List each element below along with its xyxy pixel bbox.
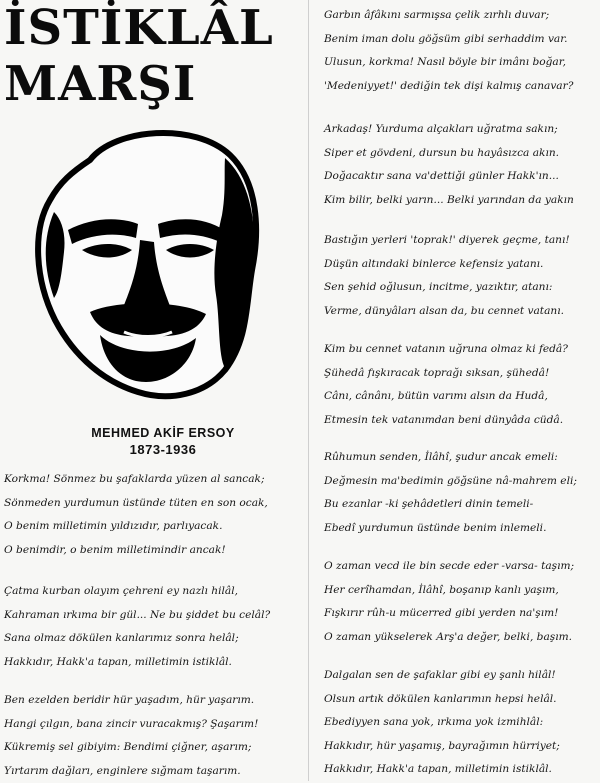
verse-line: Bastığın yerleri 'toprak!' diyerek geçme, tanı! — [324, 229, 570, 253]
verse-line: Sana olmaz dökülen kanlarımız sonra helâl; — [4, 627, 270, 651]
verse-line: Fışkırır rûh-u mücerred gibi yerden na'şım! — [324, 602, 574, 626]
verse-line: Ben ezelden beridir hür yaşadım, hür yaşarım. — [4, 689, 258, 713]
verse-line: Garbın âfâkını sarmışsa çelik zırhlı duvar; — [324, 4, 573, 28]
verse-line: Şühedâ fışkıracak toprağı sıksan, şühedâ! — [324, 362, 568, 386]
verse-line: Korkma! Sönmez bu şafaklarda yüzen al sancak; — [4, 468, 268, 492]
stanza-3 — [4, 689, 258, 783]
verse-line: O benimdir, o benim milletimindir ancak! — [4, 539, 268, 563]
verse-line: Doğacaktır sana va'dettiği günler Hakk'ın... — [324, 165, 574, 189]
stanza-9 — [324, 555, 574, 649]
verse-line: Benim iman dolu göğsüm gibi serhaddim var. — [324, 28, 573, 52]
verse-line: Sen şehid oğlusun, incitme, yazıktır, atanı: — [324, 276, 570, 300]
poem-title-line-1: İSTİKLÂL — [4, 4, 274, 52]
column-divider — [308, 0, 309, 781]
verse-line: 'Medeniyyet!' dediğin tek dişi kalmış canavar? — [324, 75, 573, 99]
verse-line: Arkadaş! Yurduma alçakları uğratma sakın; — [324, 118, 574, 142]
author-name: MEHMED AKİF ERSOY — [63, 426, 263, 440]
verse-line: Ulusun, korkma! Nasıl böyle bir imânı boğar, — [324, 51, 573, 75]
stanza-10 — [324, 664, 560, 782]
verse-line: Kahraman ırkıma bir gül... Ne bu şiddet bu celâl? — [4, 604, 270, 628]
stanza-4 — [324, 4, 573, 98]
verse-line: Dalgalan sen de şafaklar gibi ey şanlı hilâl! — [324, 664, 560, 688]
stanza-8 — [324, 446, 577, 540]
right-column — [316, 0, 600, 781]
author-portrait — [20, 120, 270, 405]
verse-line: Sönmeden yurdumun üstünde tüten en son ocak, — [4, 492, 268, 516]
verse-line: Hangi çılgın, bana zincir vuracakmış? Şaşarım! — [4, 713, 258, 737]
verse-line: Yırtarım dağları, enginlere sığmam taşarım. — [4, 760, 258, 783]
verse-line: Değmesin ma'bedimin göğsüne nâ-mahrem eli; — [324, 470, 577, 494]
verse-line: O benim milletimin yıldızıdır, parlıyacak. — [4, 515, 268, 539]
stanza-6 — [324, 229, 570, 323]
verse-line: Hakkıdır, hür yaşamış, bayrağımın hürriyet; — [324, 735, 560, 759]
verse-line: Kim bilir, belki yarın... Belki yarından da yakın — [324, 189, 574, 213]
verse-line: Rûhumun senden, İlâhî, şudur ancak emeli: — [324, 446, 577, 470]
verse-line: Bu ezanlar -ki şehâdetleri dinin temeli- — [324, 493, 577, 517]
verse-line: Siper et gövdeni, dursun bu hayâsızca akın. — [324, 142, 574, 166]
verse-line: Kim bu cennet vatanın uğruna olmaz ki fedâ? — [324, 338, 568, 362]
verse-line: Düşün altındaki binlerce kefensiz yatanı. — [324, 253, 570, 277]
verse-line: Ebedî yurdumun üstünde benim inlemeli. — [324, 517, 577, 541]
verse-line: Verme, dünyâları alsan da, bu cennet vatanı. — [324, 300, 570, 324]
stanza-5 — [324, 118, 574, 212]
author-years: 1873-1936 — [63, 442, 263, 457]
verse-line: Her cerîhamdan, İlâhî, boşanıp kanlı yaşım, — [324, 579, 574, 603]
stanza-7 — [324, 338, 568, 432]
stanza-2 — [4, 580, 270, 674]
verse-line: Kükremiş sel gibiyim: Bendimi çiğner, aşarım; — [4, 736, 258, 760]
verse-line: Ebediyyen sana yok, ırkıma yok izmihlâl: — [324, 711, 560, 735]
verse-line: Olsun artık dökülen kanlarımın hepsi helâl. — [324, 688, 560, 712]
verse-line: Çatma kurban olayım çehreni ey nazlı hilâl, — [4, 580, 270, 604]
verse-line: O zaman yükselerek Arş'a değer, belki, başım. — [324, 626, 574, 650]
stanza-1 — [4, 468, 268, 562]
verse-line: Hakkıdır, Hakk'a tapan, milletimin istiklâl. — [324, 758, 560, 782]
verse-line: Hakkıdır, Hakk'a tapan, milletimin istiklâl. — [4, 651, 270, 675]
verse-line: O zaman vecd ile bin secde eder -varsa- taşım; — [324, 555, 574, 579]
poem-title-line-2: MARŞI — [4, 60, 196, 108]
verse-line: Cânı, cânânı, bütün varımı alsın da Hudâ, — [324, 385, 568, 409]
verse-line: Etmesin tek vatanımdan beni dünyâda cüdâ. — [324, 409, 568, 433]
